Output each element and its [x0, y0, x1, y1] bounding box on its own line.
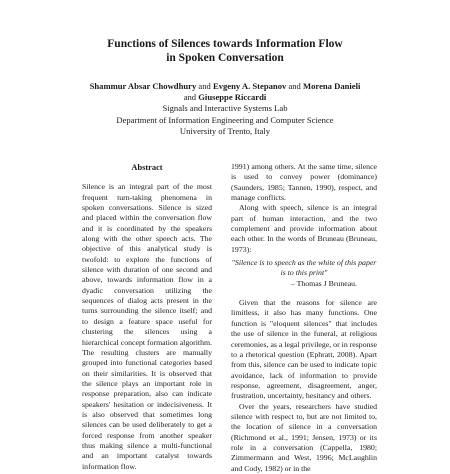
- body-paragraph-4: Over the years, researchers have studied silence with respect to, but are not limited to, the location of silence in a conversation (Richmond et al., 1991; Jensen, 1973) or its role in a conversation (Cappella, 1980; Zimmermann and West, 1996; McLaughlin and Cody, 1982) or in the: [231, 401, 377, 473]
- bruneau-quote: "Silence is to speech as the white of this paper is to this print": [231, 258, 377, 278]
- author-line-1: [0, 81, 450, 92]
- paragraph-gap: [231, 289, 377, 298]
- title-line-1: Functions of Silences towards Information Flow: [107, 38, 343, 50]
- author-and-3: and: [183, 92, 199, 103]
- paper-title: [0, 38, 450, 65]
- affiliation-university: University of Trento, Italy: [179, 125, 271, 136]
- author-1: Shammur Absar Chowdhury: [89, 81, 197, 91]
- body-column: [231, 162, 377, 474]
- author-2: Evgeny A. Stepanov: [212, 81, 287, 91]
- author-4: Giuseppe Riccardi: [198, 92, 267, 103]
- author-and-2: and: [286, 81, 304, 91]
- abstract-column: [82, 163, 212, 472]
- affiliation-lab: Signals and Interactive Systems Lab: [162, 103, 288, 114]
- body-paragraph-2: Along with speech, silence is an integral part of human interaction, and the two complement and provide information about each other. In the words of Bruneau (Bruneau, 1973):: [231, 203, 377, 254]
- author-block: [0, 81, 450, 137]
- title-line-2: in Spoken Conversation: [166, 51, 284, 64]
- author-line-2: [0, 92, 450, 103]
- body-paragraph-3: Given that the reasons for silence are limitless, it also has many functions. One function is "eloquent silences" that includes the use of silence in the funeral, at religious ceremonies, as a legal privilege, or in response to a rhetorical question (Ephratt, 2008). Apart from this, silence can be used to indicate topic avoidance, lack of information to provide response, agreement, disagreement, anger, frustration, uncertainty, hesitancy and others.: [231, 298, 377, 401]
- author-3: Morena Danieli: [303, 81, 361, 91]
- quote-attribution: – Thomas J Bruneau.: [290, 278, 357, 288]
- abstract-heading: Abstract: [131, 163, 163, 172]
- author-and-1: and: [196, 81, 213, 91]
- abstract-text: Silence is an integral part of the most frequent turn-taking phenomena in spoken conversations. Silence is sized and placed within the conversation flow and it is coordinated by the speakers along with the other speech acts. The objective of this analytical study is twofold: to explore the functions of silence with duration of one second and above, towards information flow in a dyadic conversation utilizing the sequences of dialog acts present in the turns surrounding the silence itself; and to design a feature space useful for clustering the silences using a hierarchical concept formation algorithm. The resulting clusters are manually grouped into functional categories based on their similarities. It is observed that the silence plays an important role in response preparation, also can indicate speakers' hesitation or indecisiveness. It is also observed that sometimes long silences can be used deliberately to get a forced response from another speaker thus making silence a multi-functional and an important catalyst towards information flow.: [82, 182, 212, 471]
- affiliation-department: Department of Information Engineering and Computer Science: [116, 114, 334, 125]
- body-paragraph-1: 1991) among others. At the same time, silence is used to convey power (dominance) (Saunders, 1985; Tannen, 1990), respect, and manage conflicts.: [231, 162, 377, 203]
